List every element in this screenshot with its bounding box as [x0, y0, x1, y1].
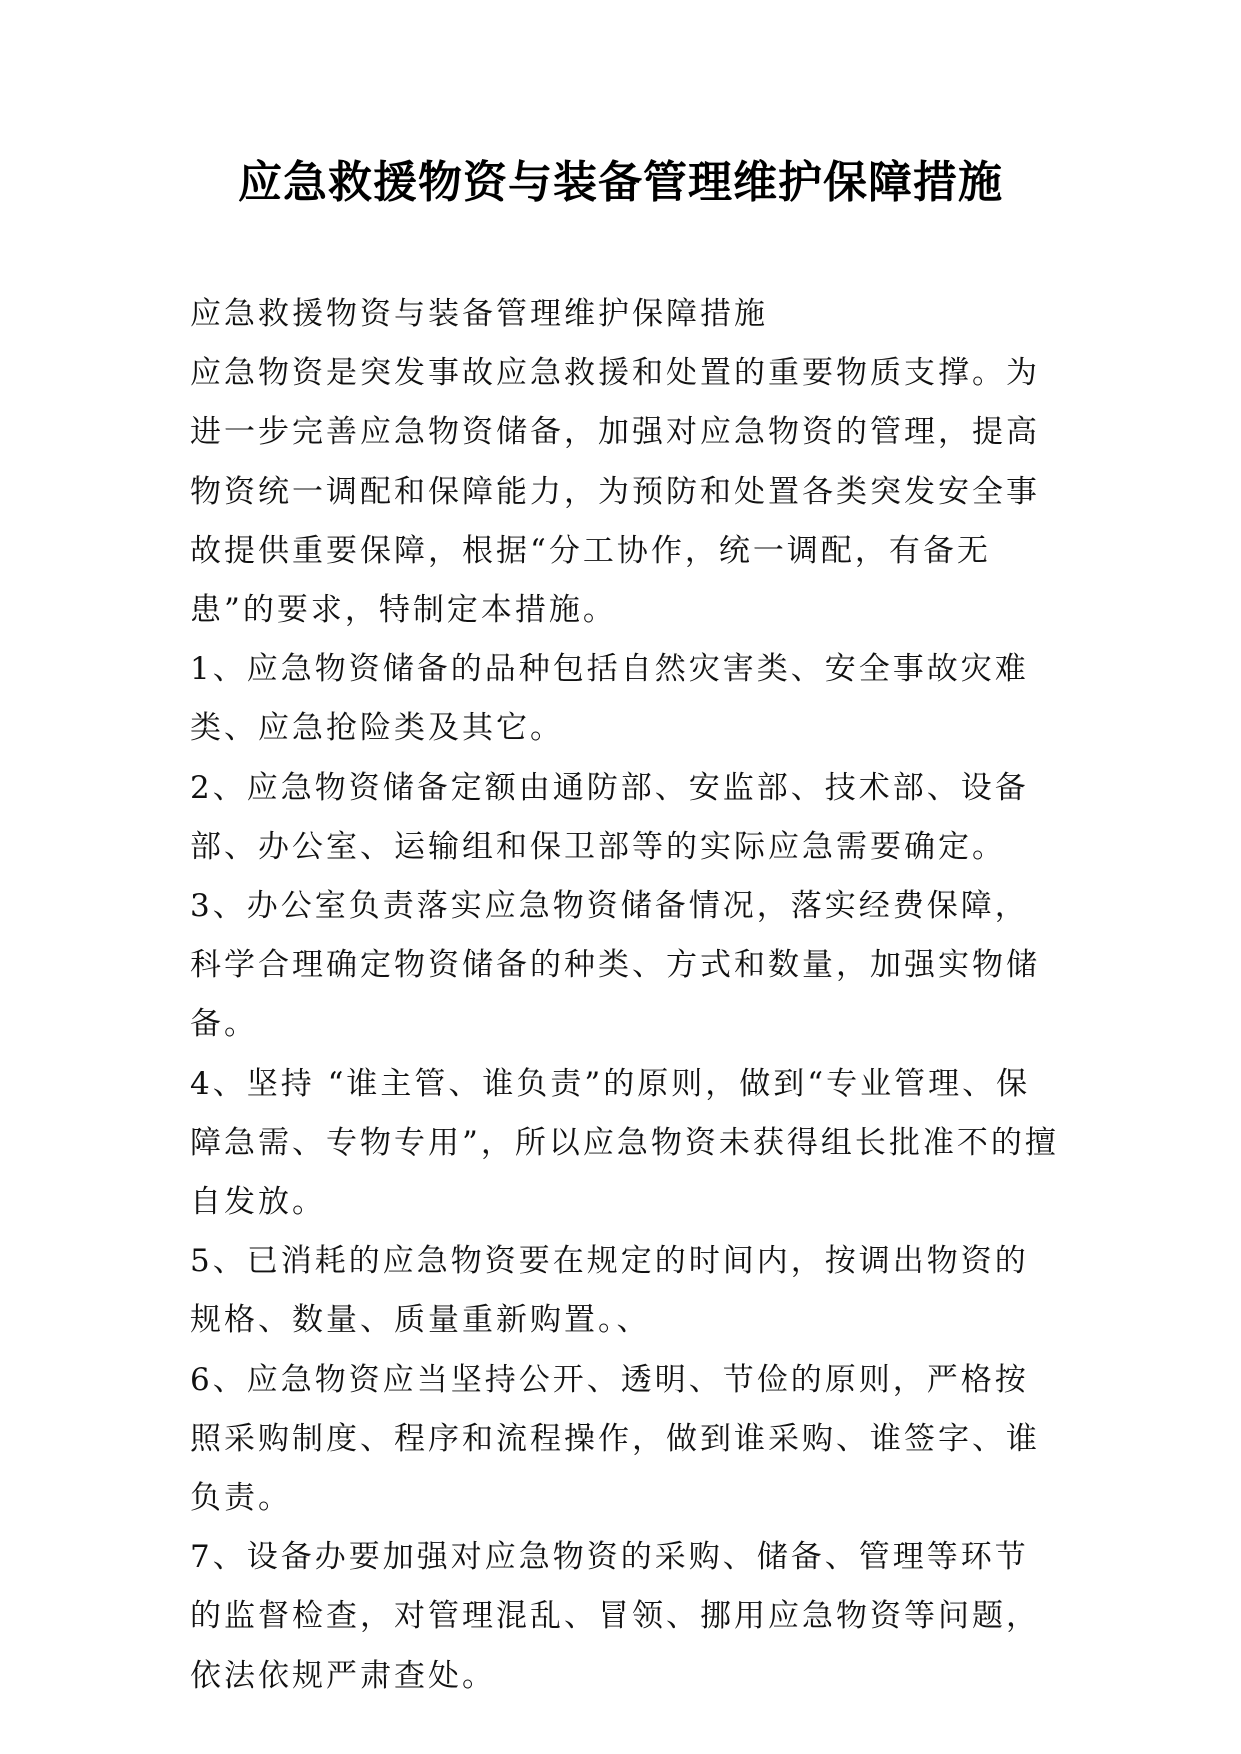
intro-paragraph: 应急物资是突发事故应急救援和处置的重要物质支撑。为进一步完善应急物资储备，加强对应急物资的管理，提高物资统一调配和保障能力，为预防和处置各类突发安全事故提供重要保障，根据“分工协作，统一调配，有备无患”的要求，特制定本措施。 — [190, 355, 1040, 629]
measure-item-1: 1、应急物资储备的品种包括自然灾害类、安全事故灾难类、应急抢险类及其它。 — [190, 651, 1029, 747]
measure-item-7: 7、设备办要加强对应急物资的采购、储备、管理等环节的监督检查，对管理混乱、冒领、挪用应急物资等问题，依法依规严肃查处。 — [190, 1539, 1040, 1694]
document-body — [190, 285, 1060, 1706]
measure-item-5: 5、已消耗的应急物资要在规定的时间内，按调出物资的规格、数量、质量重新购置。、 — [190, 1243, 1029, 1339]
measure-item-2: 2、应急物资储备定额由通防部、安监部、技术部、设备部、办公室、运输组和保卫部等的实际应急需要确定。 — [190, 769, 1029, 865]
measure-item-4: 4、坚持 “谁主管、谁负责”的原则，做到“专业管理、保障急需、专物专用”，所以应急物资未获得组长批准不的擅自发放。 — [190, 1065, 1059, 1221]
measure-item-6: 6、应急物资应当坚持公开、透明、节俭的原则，严格按照采购制度、程序和流程操作，做到谁采购、谁签字、谁负责。 — [190, 1361, 1040, 1517]
body-subtitle: 应急救援物资与装备管理维护保障措施 — [190, 296, 768, 332]
document-title: 应急救援物资与装备管理维护保障措施 — [238, 157, 1003, 208]
measure-item-3: 3、办公室负责落实应急物资储备情况，落实经费保障，科学合理确定物资储备的种类、方式和数量，加强实物储备。 — [190, 888, 1040, 1043]
